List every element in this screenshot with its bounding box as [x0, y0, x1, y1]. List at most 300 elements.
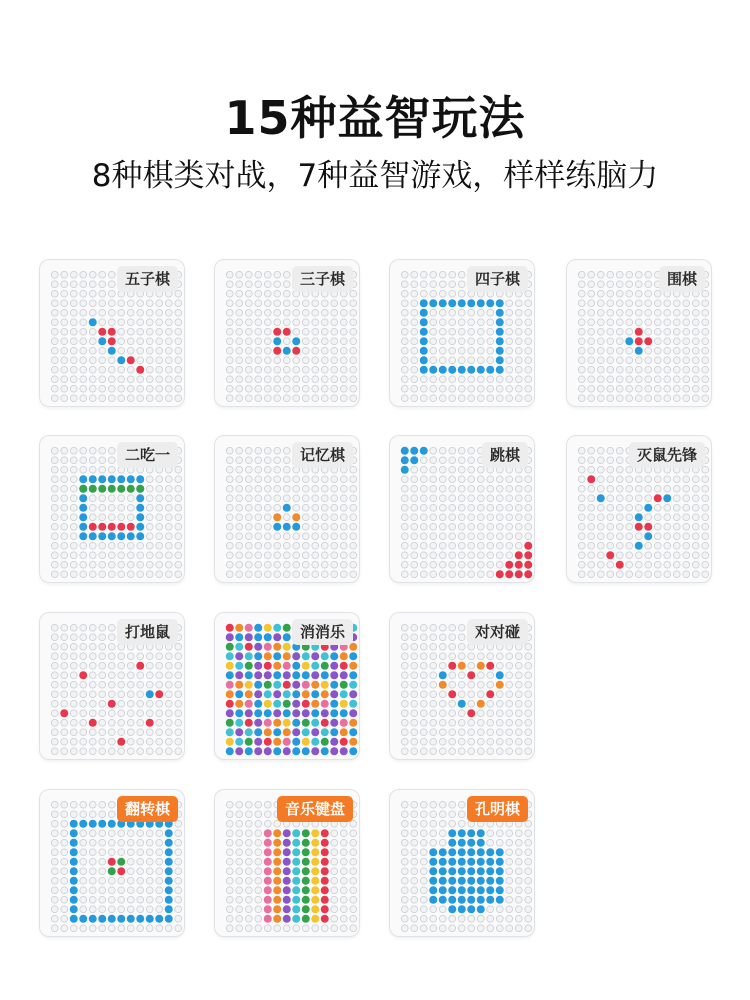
board-hole — [597, 395, 604, 402]
board-hole — [458, 457, 465, 464]
board-hole — [439, 504, 446, 511]
board-hole — [645, 571, 652, 578]
board-hole — [226, 925, 233, 932]
board-hole — [118, 906, 125, 913]
board-hole — [175, 738, 182, 745]
board-hole — [449, 624, 456, 631]
board-peg — [410, 447, 418, 455]
board-peg — [448, 905, 456, 913]
board-peg — [165, 839, 173, 847]
board-hole — [702, 561, 709, 568]
board-hole — [274, 395, 281, 402]
board-hole — [496, 748, 503, 755]
board-hole — [597, 561, 604, 568]
board-hole — [626, 514, 633, 521]
board-hole — [401, 281, 408, 288]
board-hole — [264, 300, 271, 307]
board-hole — [340, 347, 347, 354]
board-hole — [51, 281, 58, 288]
board-hole — [175, 376, 182, 383]
board-hole — [302, 309, 309, 316]
board-hole — [458, 748, 465, 755]
board-hole — [255, 801, 262, 808]
board-hole — [175, 925, 182, 932]
board-peg — [496, 877, 504, 885]
board-hole — [70, 738, 77, 745]
board-hole — [607, 309, 614, 316]
board-hole — [515, 476, 522, 483]
board-hole — [702, 309, 709, 316]
board-hole — [51, 395, 58, 402]
board-hole — [458, 309, 465, 316]
board-peg — [70, 877, 78, 885]
board-hole — [108, 830, 115, 837]
board-hole — [411, 514, 418, 521]
board-hole — [99, 748, 106, 755]
board-hole — [70, 571, 77, 578]
board-hole — [506, 662, 513, 669]
board-hole — [89, 347, 96, 354]
board-peg — [515, 551, 523, 559]
board-hole — [350, 514, 357, 521]
board-hole — [449, 376, 456, 383]
board-hole — [226, 896, 233, 903]
board-hole — [274, 271, 281, 278]
board-hole — [70, 662, 77, 669]
board-hole — [411, 385, 418, 392]
board-hole — [70, 328, 77, 335]
board-hole — [51, 366, 58, 373]
board-hole — [607, 495, 614, 502]
board-hole — [70, 634, 77, 641]
board-peg — [273, 643, 281, 651]
board-hole — [245, 357, 252, 364]
board-peg — [226, 747, 234, 755]
board-hole — [515, 729, 522, 736]
board-hole — [420, 643, 427, 650]
board-hole — [645, 281, 652, 288]
board-peg — [321, 877, 329, 885]
board-peg — [264, 839, 272, 847]
board-hole — [411, 719, 418, 726]
game-tile-whack-a-mole[interactable] — [40, 613, 184, 759]
board-peg — [136, 504, 144, 512]
board-hole — [283, 552, 290, 559]
board-peg — [273, 877, 281, 885]
board-hole — [430, 634, 437, 641]
board-hole — [80, 319, 87, 326]
board-hole — [89, 748, 96, 755]
board-hole — [635, 281, 642, 288]
board-hole — [146, 395, 153, 402]
board-hole — [89, 504, 96, 511]
board-peg — [477, 896, 485, 904]
board-peg — [439, 896, 447, 904]
board-hole — [80, 719, 87, 726]
board-hole — [702, 466, 709, 473]
board-hole — [607, 281, 614, 288]
board-hole — [108, 849, 115, 856]
board-hole — [420, 925, 427, 932]
board-peg — [292, 513, 300, 521]
board-hole — [350, 385, 357, 392]
board-hole — [588, 395, 595, 402]
board-hole — [449, 385, 456, 392]
board-hole — [487, 906, 494, 913]
board-hole — [264, 552, 271, 559]
board-peg — [70, 839, 78, 847]
board-hole — [302, 476, 309, 483]
game-tile-kongming[interactable] — [390, 790, 534, 936]
board-hole — [588, 290, 595, 297]
board-hole — [80, 571, 87, 578]
board-hole — [616, 376, 623, 383]
board-hole — [99, 906, 106, 913]
board-hole — [146, 504, 153, 511]
board-hole — [146, 906, 153, 913]
board-hole — [439, 533, 446, 540]
board-hole — [458, 319, 465, 326]
board-hole — [255, 466, 262, 473]
board-hole — [635, 290, 642, 297]
board-hole — [127, 309, 134, 316]
board-hole — [108, 672, 115, 679]
board-hole — [515, 395, 522, 402]
board-hole — [664, 309, 671, 316]
board-peg — [245, 671, 253, 679]
board-hole — [616, 542, 623, 549]
board-hole — [165, 347, 172, 354]
board-hole — [664, 552, 671, 559]
board-hole — [350, 896, 357, 903]
board-hole — [61, 820, 68, 827]
board-hole — [449, 271, 456, 278]
board-peg — [302, 700, 310, 708]
board-hole — [525, 376, 532, 383]
board-hole — [331, 357, 338, 364]
board-hole — [645, 385, 652, 392]
board-peg — [264, 681, 272, 689]
board-hole — [137, 328, 144, 335]
board-peg — [635, 542, 643, 550]
board-peg — [330, 700, 338, 708]
board-hole — [61, 385, 68, 392]
board-hole — [99, 357, 106, 364]
board-hole — [420, 385, 427, 392]
board-hole — [80, 830, 87, 837]
board-hole — [420, 820, 427, 827]
board-hole — [175, 719, 182, 726]
board-hole — [607, 466, 614, 473]
board-peg — [420, 366, 428, 374]
board-hole — [449, 338, 456, 345]
board-hole — [245, 328, 252, 335]
board-hole — [236, 523, 243, 530]
game-tile-memory[interactable] — [215, 436, 359, 582]
board-peg — [273, 690, 281, 698]
board-hole — [439, 662, 446, 669]
board-hole — [515, 868, 522, 875]
board-peg — [245, 652, 253, 660]
board-peg — [79, 475, 87, 483]
board-hole — [683, 485, 690, 492]
board-hole — [156, 887, 163, 894]
board-hole — [430, 466, 437, 473]
board-hole — [61, 896, 68, 903]
board-hole — [51, 830, 58, 837]
board-hole — [525, 533, 532, 540]
board-hole — [430, 514, 437, 521]
board-hole — [127, 700, 134, 707]
board-hole — [61, 868, 68, 875]
board-hole — [137, 877, 144, 884]
board-hole — [175, 849, 182, 856]
board-hole — [578, 385, 585, 392]
board-hole — [449, 748, 456, 755]
board-hole — [477, 561, 484, 568]
board-peg — [321, 719, 329, 727]
board-peg — [226, 700, 234, 708]
board-hole — [340, 476, 347, 483]
board-hole — [175, 653, 182, 660]
page-subtitle: 8种棋类对战，7种益智游戏，样样练脑力 — [91, 158, 659, 194]
game-label: 二吃一 — [117, 442, 178, 468]
board-hole — [607, 338, 614, 345]
board-hole — [51, 915, 58, 922]
board-hole — [293, 925, 300, 932]
board-hole — [156, 729, 163, 736]
game-tile-mouse-vanguard[interactable] — [567, 436, 711, 582]
board-hole — [430, 729, 437, 736]
board-peg — [283, 662, 291, 670]
board-peg — [292, 700, 300, 708]
board-hole — [99, 700, 106, 707]
board-peg — [496, 337, 504, 345]
board-hole — [137, 319, 144, 326]
board-hole — [673, 523, 680, 530]
board-peg — [264, 829, 272, 837]
board-hole — [156, 925, 163, 932]
board-hole — [331, 896, 338, 903]
board-peg — [340, 671, 348, 679]
board-hole — [525, 366, 532, 373]
board-hole — [264, 319, 271, 326]
board-hole — [468, 719, 475, 726]
board-hole — [449, 309, 456, 316]
board-peg — [264, 671, 272, 679]
board-peg — [458, 700, 466, 708]
board-hole — [61, 466, 68, 473]
board-peg — [448, 848, 456, 856]
board-hole — [321, 542, 328, 549]
board-peg — [467, 709, 475, 717]
board-hole — [236, 290, 243, 297]
board-hole — [321, 366, 328, 373]
board-hole — [420, 738, 427, 745]
board-hole — [127, 552, 134, 559]
game-tile-reversi[interactable] — [40, 790, 184, 936]
board-hole — [673, 395, 680, 402]
board-hole — [635, 476, 642, 483]
board-peg — [254, 738, 262, 746]
board-hole — [515, 385, 522, 392]
board-hole — [274, 533, 281, 540]
board-hole — [702, 338, 709, 345]
board-peg — [486, 299, 494, 307]
board-hole — [702, 319, 709, 326]
board-hole — [80, 376, 87, 383]
board-hole — [664, 523, 671, 530]
board-peg — [283, 886, 291, 894]
board-peg — [420, 447, 428, 455]
board-hole — [645, 514, 652, 521]
board-hole — [458, 634, 465, 641]
board-hole — [80, 839, 87, 846]
board-hole — [468, 447, 475, 454]
board-hole — [449, 571, 456, 578]
board-hole — [597, 338, 604, 345]
board-peg — [311, 747, 319, 755]
board-peg — [496, 570, 504, 578]
board-hole — [321, 523, 328, 530]
board-hole — [430, 643, 437, 650]
board-hole — [245, 801, 252, 808]
board-hole — [108, 357, 115, 364]
board-peg — [635, 513, 643, 521]
board-hole — [458, 738, 465, 745]
board-hole — [89, 542, 96, 549]
board-hole — [525, 719, 532, 726]
board-hole — [645, 328, 652, 335]
board-hole — [401, 533, 408, 540]
game-tile-connect-four[interactable] — [390, 260, 534, 406]
board-hole — [255, 357, 262, 364]
board-hole — [430, 801, 437, 808]
game-tile-tic-tac-toe[interactable] — [215, 260, 359, 406]
board-hole — [156, 710, 163, 717]
board-hole — [331, 385, 338, 392]
board-peg — [420, 356, 428, 364]
board-hole — [118, 887, 125, 894]
board-hole — [137, 653, 144, 660]
board-peg — [292, 839, 300, 847]
game-tile-gomoku[interactable] — [40, 260, 184, 406]
board-hole — [127, 385, 134, 392]
board-hole — [51, 271, 58, 278]
board-hole — [439, 738, 446, 745]
board-hole — [340, 925, 347, 932]
board-hole — [165, 328, 172, 335]
board-hole — [702, 504, 709, 511]
board-hole — [411, 552, 418, 559]
board-hole — [702, 523, 709, 530]
board-hole — [108, 309, 115, 316]
board-hole — [70, 729, 77, 736]
board-hole — [51, 839, 58, 846]
board-peg — [273, 709, 281, 717]
board-hole — [108, 457, 115, 464]
board-hole — [331, 338, 338, 345]
board-peg — [321, 747, 329, 755]
board-hole — [108, 925, 115, 932]
game-tile-two-eat-one[interactable] — [40, 436, 184, 582]
board-hole — [430, 719, 437, 726]
board-hole — [506, 495, 513, 502]
board-hole — [597, 514, 604, 521]
game-tile-pair-match[interactable] — [390, 613, 534, 759]
board-hole — [61, 877, 68, 884]
board-hole — [578, 571, 585, 578]
game-tile-music-keyboard[interactable] — [215, 790, 359, 936]
game-label: 灭鼠先锋 — [629, 442, 705, 468]
board-hole — [439, 271, 446, 278]
game-tile-match-three[interactable] — [215, 613, 359, 759]
board-hole — [236, 466, 243, 473]
board-hole — [293, 533, 300, 540]
board-hole — [350, 395, 357, 402]
board-hole — [146, 552, 153, 559]
board-peg — [644, 532, 652, 540]
board-hole — [597, 485, 604, 492]
board-hole — [515, 700, 522, 707]
board-hole — [350, 290, 357, 297]
board-hole — [156, 542, 163, 549]
board-peg — [321, 848, 329, 856]
board-peg — [330, 747, 338, 755]
board-hole — [401, 748, 408, 755]
board-peg — [302, 886, 310, 894]
board-peg — [302, 829, 310, 837]
game-tile-go[interactable] — [567, 260, 711, 406]
board-hole — [99, 347, 106, 354]
board-peg — [273, 905, 281, 913]
board-hole — [411, 376, 418, 383]
board-peg — [311, 662, 319, 670]
board-hole — [654, 347, 661, 354]
board-hole — [236, 300, 243, 307]
board-hole — [51, 476, 58, 483]
board-hole — [692, 309, 699, 316]
board-hole — [70, 801, 77, 808]
board-peg — [89, 719, 97, 727]
board-hole — [439, 495, 446, 502]
board-hole — [236, 328, 243, 335]
game-tile-jump[interactable] — [390, 436, 534, 582]
board-hole — [236, 347, 243, 354]
board-hole — [401, 485, 408, 492]
board-hole — [99, 729, 106, 736]
board-hole — [61, 328, 68, 335]
board-peg — [302, 662, 310, 670]
board-hole — [430, 319, 437, 326]
board-peg — [458, 366, 466, 374]
board-hole — [127, 672, 134, 679]
board-peg — [410, 456, 418, 464]
board-hole — [673, 571, 680, 578]
board-hole — [487, 319, 494, 326]
board-hole — [411, 672, 418, 679]
board-hole — [146, 523, 153, 530]
board-hole — [468, 309, 475, 316]
board-peg — [448, 366, 456, 374]
board-hole — [156, 328, 163, 335]
board-hole — [331, 887, 338, 894]
board-hole — [89, 457, 96, 464]
board-hole — [496, 485, 503, 492]
board-hole — [683, 300, 690, 307]
board-hole — [588, 271, 595, 278]
board-hole — [515, 514, 522, 521]
